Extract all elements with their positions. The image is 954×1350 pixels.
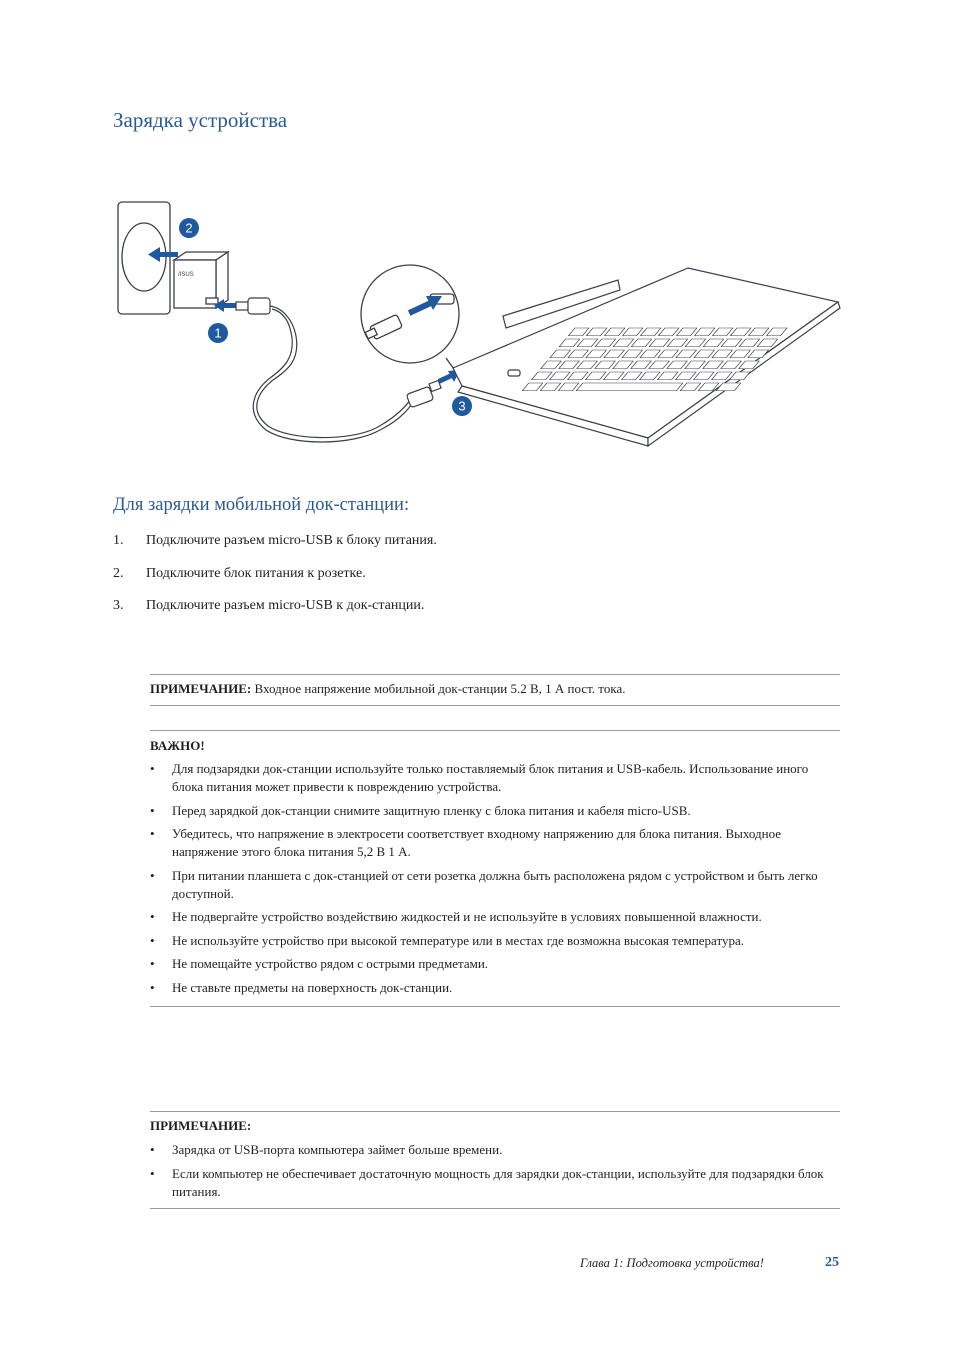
list-item: • Зарядка от USB-порта компьютера займет больше времени.: [150, 1141, 840, 1159]
note-bottom-rule: [150, 705, 840, 706]
important-list: [150, 760, 840, 1002]
callout-2-label: 2: [185, 220, 193, 236]
section-subtitle: Для зарядки мобильной док-станции:: [113, 495, 410, 515]
step-number: 1.: [113, 533, 124, 548]
power-adapter-illustration: [174, 252, 228, 308]
page-title: Зарядка устройства: [113, 108, 288, 132]
callout-2: [179, 218, 199, 238]
note-2-label: ПРИМЕЧАНИЕ:: [150, 1118, 252, 1133]
note-2-list: [150, 1141, 840, 1206]
step-text: Подключите разъем micro-USB к док-станции.: [146, 598, 425, 613]
list-item: • Не помещайте устройство рядом с острыми предметами.: [150, 955, 840, 973]
important-label: ВАЖНО!: [150, 738, 205, 753]
important-bottom-rule: [150, 1006, 840, 1007]
important-top-rule: [150, 730, 840, 731]
step-text: Подключите разъем micro-USB к блоку питания.: [146, 533, 437, 548]
charging-diagram: [108, 190, 848, 450]
note-2-top-rule: [150, 1111, 840, 1112]
callout-3-label: 3: [458, 398, 466, 414]
list-item: • Перед зарядкой док-станции снимите защитную пленку с блока питания и кабеля micro-USB.: [150, 802, 840, 820]
note-top-rule: [150, 674, 840, 675]
list-item: • Если компьютер не обеспечивает достаточную мощность для зарядки док-станции, используйте для подзарядки блок питания.: [150, 1165, 840, 1201]
adapter-logo-text: /ISUS: [178, 272, 194, 278]
wall-outlet-illustration: [118, 202, 170, 314]
list-item: • Не используйте устройство при высокой температуре или в местах где возможна высокая температура.: [150, 932, 840, 950]
page-number: 25: [825, 1255, 839, 1270]
step-text: Подключите блок питания к розетке.: [146, 566, 366, 581]
callout-1-label: 1: [214, 325, 222, 341]
magnified-port-illustration: [361, 265, 459, 372]
note-1: [150, 681, 625, 697]
list-item: • Не подвергайте устройство воздействию жидкостей и не используйте в условиях повышенной влажности.: [150, 908, 840, 926]
list-item: • Для подзарядки док-станции используйте только поставляемый блок питания и USB-кабель. Использование иного блока питания может привести к повреждению устройства.: [150, 760, 840, 796]
callout-3: [452, 396, 472, 416]
list-item: • Убедитесь, что напряжение в электросети соответствует входному напряжению для блока питания. Выходное напряжение этого блока питания 5,2 В 1 А.: [150, 825, 840, 861]
note-2-bottom-rule: [150, 1208, 840, 1209]
footer-chapter: Глава 1: Подготовка устройства!: [580, 1256, 764, 1270]
list-item: • Не ставьте предметы на поверхность док-станции.: [150, 979, 840, 997]
list-item: • При питании планшета с док-станцией от сети розетка должна быть расположена рядом с устройством и быть легко доступной.: [150, 867, 840, 903]
callout-1: [208, 323, 228, 343]
note-1-label: ПРИМЕЧАНИЕ:: [150, 681, 252, 696]
note-1-text: Входное напряжение мобильной док-станции 5.2 В, 1 А пост. тока.: [254, 681, 626, 696]
step-number: 2.: [113, 566, 124, 581]
step-number: 3.: [113, 598, 124, 613]
